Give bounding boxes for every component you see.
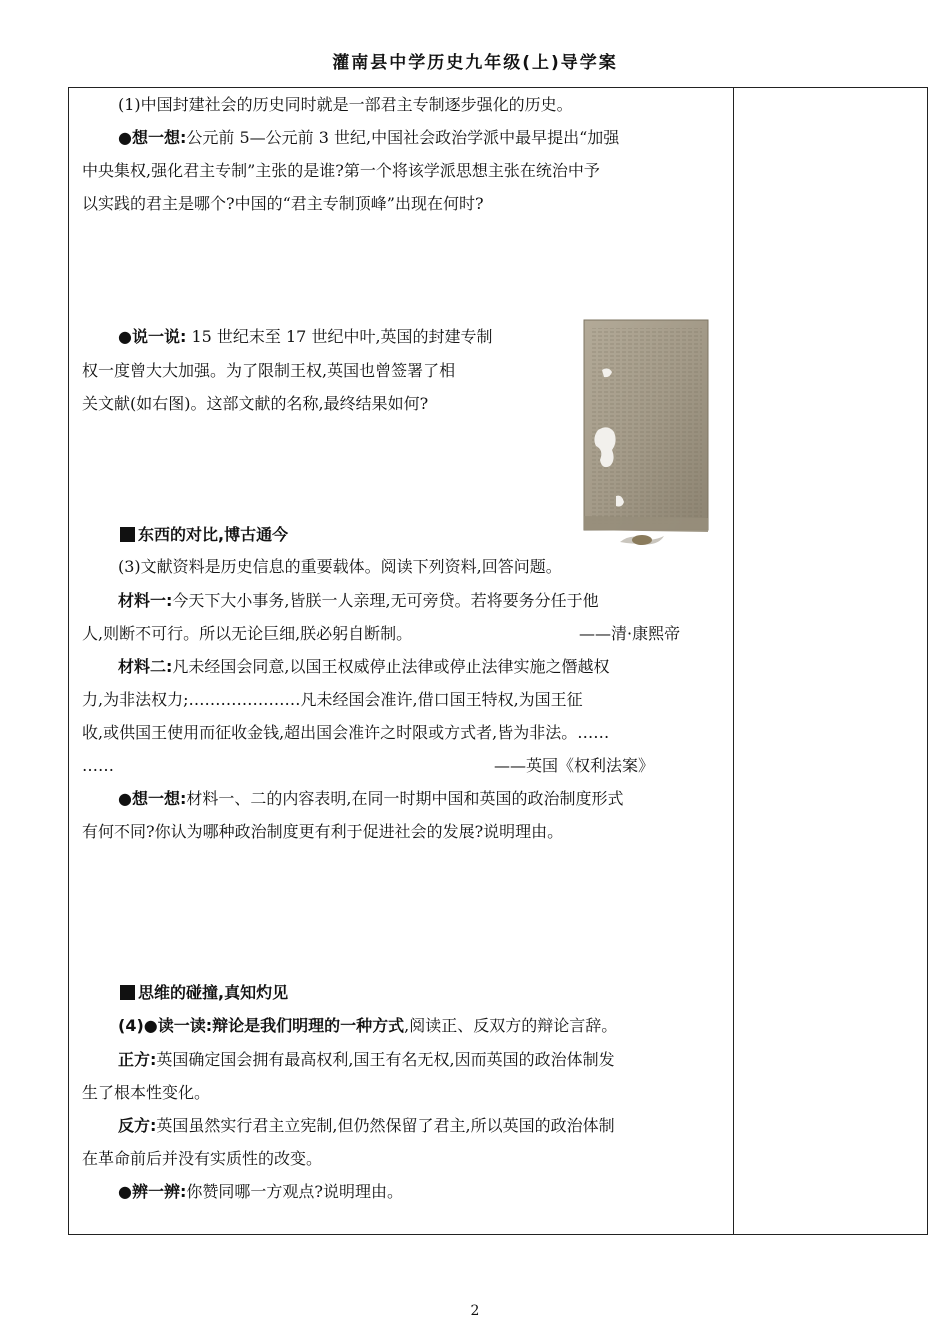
think-label-1: ●想一想:	[118, 128, 187, 147]
notes-column-divider	[733, 87, 734, 1235]
material-2-line-1: 凡未经国会同意,以国王权威停止法律或停止法律实施之僭越权	[172, 657, 610, 676]
think-2-line-2: 有何不同?你认为哪种政治制度更有利于促进社会的发展?说明理由。	[82, 822, 564, 841]
material-2-line-2: 力,为非法权力;…………………凡未经国会准许,借口国王特权,为国王征	[82, 690, 583, 709]
material-2-line-3: 收,或供国王使用而征收金钱,超出国会准许之时限或方式者,皆为非法。……	[82, 723, 610, 742]
con-line-2: 在革命前后并没有实质性的改变。	[82, 1149, 323, 1168]
think-label-2: ●想一想:	[118, 789, 187, 808]
material-2-label: 材料二:	[118, 657, 173, 676]
debate-question	[118, 1181, 403, 1203]
page-header-title: 灌南县中学历史九年级(上)导学案	[332, 53, 618, 73]
pro-label: 正方:	[118, 1050, 157, 1069]
think-1-line-3: 以实践的君主是哪个?中国的“君主专制顶峰”出现在何时?	[82, 194, 484, 213]
square-bullet-icon	[120, 527, 135, 542]
pro-line-1: 英国确定国会拥有最高权利,国王有名无权,因而英国的政治体制发	[156, 1050, 615, 1069]
section-title-2	[120, 524, 288, 546]
say-line-1: 15 世纪末至 17 世纪中叶,英国的封建专制	[186, 327, 493, 346]
con-line-1: 英国虽然实行君主立宪制,但仍然保留了君主,所以英国的政治体制	[156, 1116, 615, 1135]
say-label: ●说一说:	[118, 327, 187, 346]
pro-line-2: 生了根本性变化。	[82, 1083, 211, 1102]
square-bullet-icon	[120, 985, 135, 1000]
read-label: (4)●读一读:辩论是我们明理的一种方式	[118, 1016, 405, 1035]
think-question-1	[118, 127, 619, 149]
say-question	[118, 326, 493, 348]
con-label: 反方:	[118, 1116, 157, 1135]
paragraph-3: (3)文献资料是历史信息的重要载体。阅读下列资料,回答问题。	[118, 557, 562, 576]
say-line-3: 关文献(如右图)。这部文献的名称,最终结果如何?	[82, 394, 429, 413]
think-1-line-1: 公元前 5—公元前 3 世纪,中国社会政治学派中最早提出“加强	[186, 128, 620, 147]
material-1-line-2: 人,则断不可行。所以无论巨细,朕必躬自断制。	[82, 624, 413, 643]
pro-argument	[118, 1049, 615, 1071]
paragraph-4-text: ,阅读正、反双方的辩论言辞。	[404, 1016, 618, 1035]
paragraph-1: (1)中国封建社会的历史同时就是一部君主专制逐步强化的历史。	[118, 95, 573, 114]
material-1-label: 材料一:	[118, 591, 173, 610]
section-3-text: 思维的碰撞,真知灼见	[138, 983, 289, 1002]
section-title-3	[120, 982, 288, 1004]
think-question-2	[118, 788, 623, 810]
magna-carta-image	[580, 318, 714, 550]
material-2	[118, 656, 610, 678]
paragraph-4	[118, 1015, 617, 1037]
debate-label: ●辨一辨:	[118, 1182, 187, 1201]
material-2-line-4: ……	[82, 756, 114, 775]
material-1-line-1: 今天下大小事务,皆朕一人亲理,无可旁贷。若将要务分任于他	[172, 591, 599, 610]
section-2-text: 东西的对比,博古通今	[138, 525, 289, 544]
material-1-source: ——清·康熙帝	[579, 624, 681, 643]
material-1	[118, 590, 599, 612]
debate-text: 你赞同哪一方观点?说明理由。	[186, 1182, 403, 1201]
think-2-line-1: 材料一、二的内容表明,在同一时期中国和英国的政治制度形式	[186, 789, 624, 808]
think-1-line-2: 中央集权,强化君主专制”主张的是谁?第一个将该学派思想主张在统治中予	[82, 161, 600, 180]
material-2-source: ——英国《权利法案》	[494, 756, 655, 775]
say-line-2: 权一度曾大大加强。为了限制王权,英国也曾签署了相	[82, 361, 456, 380]
page-number: 2	[470, 1303, 480, 1319]
con-argument	[118, 1115, 615, 1137]
